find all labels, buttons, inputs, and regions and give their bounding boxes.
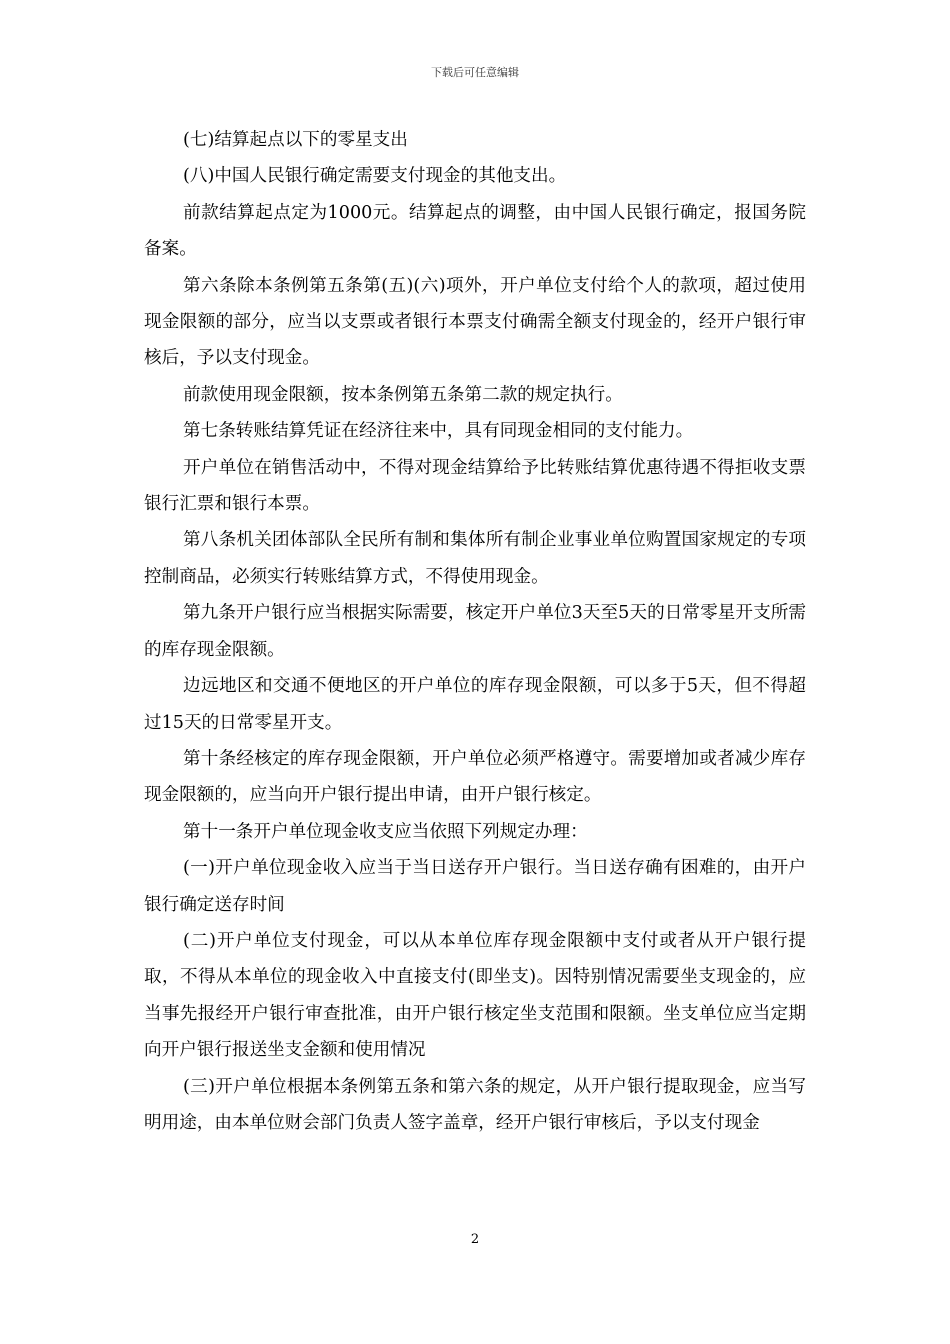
paragraph: (一)开户单位现金收入应当于当日送存开户银行。当日送存确有困难的，由开户银行确定送存时间 [144,858,806,915]
paragraph: (二)开户单位支付现金，可以从本单位库存现金限额中支付或者从开户银行提取，不得从本单位的现金收入中直接支付(即坐支)。因特别情况需要坐支现金的，应当事先报经开户银行审查批准，由开户银行核定坐支范围和限额。坐支单位应当定期向开户银行报送坐支金额和使用情况 [144,930,806,1061]
page-number: 2 [470,1232,480,1247]
paragraph: (七)结算起点以下的零星支出 [183,130,408,150]
paragraph: 第七条转账结算凭证在经济往来中，具有同现金相同的支付能力。 [183,421,694,442]
paragraph: 前款使用现金限额，按本条例第五条第二款的规定执行。 [183,384,623,405]
page-header-note: 下载后可任意编辑 [431,66,519,79]
paragraph: 第九条开户银行应当根据实际需要，核定开户单位3天至5天的日常零星开支所需的库存现金限额。 [144,603,806,660]
paragraph: (八)中国人民银行确定需要支付现金的其他支出。 [183,166,567,187]
paragraph: 第八条机关团体部队全民所有制和集体所有制企业事业单位购置国家规定的专项控制商品，必须实行转账结算方式，不得使用现金。 [144,530,806,587]
document-body [144,122,806,1141]
paragraph: 第十一条开户单位现金收支应当依照下列规定办理： [183,821,588,842]
paragraph: 前款结算起点定为1000元。结算起点的调整，由中国人民银行确定，报国务院备案。 [144,202,806,260]
paragraph: (三)开户单位根据本条例第五条和第六条的规定，从开户银行提取现金，应当写明用途，由本单位财会部门负责人签字盖章，经开户银行审核后，予以支付现金 [144,1076,806,1133]
paragraph: 第六条除本条例第五条第(五)(六)项外，开户单位支付给个人的款项，超过使用现金限额的部分，应当以支票或者银行本票支付确需全额支付现金的，经开户银行审核后，予以支付现金。 [144,275,806,369]
paragraph: 第十条经核定的库存现金限额，开户单位必须严格遵守。需要增加或者减少库存现金限额的，应当向开户银行提出申请，由开户银行核定。 [144,748,806,806]
paragraph: 开户单位在销售活动中，不得对现金结算给予比转账结算优惠待遇不得拒收支票银行汇票和银行本票。 [144,457,806,515]
paragraph: 边远地区和交通不便地区的开户单位的库存现金限额，可以多于5天，但不得超过15天的日常零星开支。 [144,676,806,733]
